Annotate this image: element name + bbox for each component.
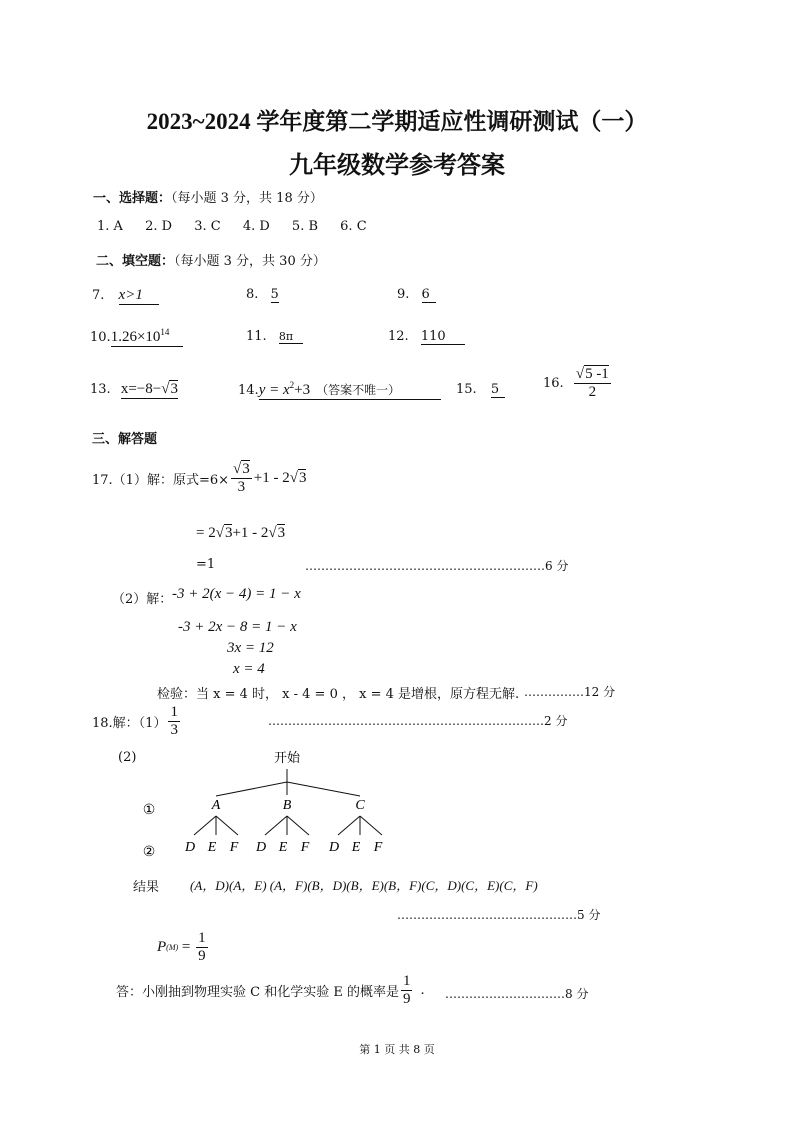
q14-number: 14.: [238, 383, 259, 398]
q8-answer: 5: [270, 287, 279, 302]
tree-row1-mark: ①: [142, 803, 156, 818]
page-footer: 第 1 页 共 8 页: [359, 1043, 435, 1056]
fill-q10: [90, 327, 183, 347]
q18-score3: …………………………8 分: [445, 987, 589, 1001]
q17-frac-num: √3: [233, 461, 250, 477]
prob-num: 1: [198, 930, 206, 946]
section2-heading: [96, 250, 326, 269]
answer-4: 4. D: [242, 219, 270, 234]
q13-answer: x=−8−√3: [120, 381, 178, 397]
q18-label: 18.解：（1）: [92, 716, 167, 731]
q10-number: 10.: [90, 330, 111, 345]
q13-expr: x=−8−: [120, 381, 162, 397]
section1-title: 一、选择题：: [93, 191, 172, 206]
q17-score2: ……………12 分: [524, 685, 616, 699]
q17-frac-num-text: 3: [242, 461, 250, 477]
q17-rest-sqrt: 3: [298, 470, 307, 486]
q16-fraction: [574, 366, 611, 401]
tree-leaf-a-d: D: [184, 840, 196, 855]
q17-line2-sqrt2: 3: [277, 525, 286, 541]
tree-edge-b-f: [287, 816, 309, 835]
tree-node-c: C: [355, 798, 365, 813]
tree-node-b: B: [282, 798, 292, 813]
tree-branch-c: [287, 782, 360, 796]
q16-num-text: 5 -1: [585, 366, 609, 382]
q17-line2a: = 2: [196, 525, 216, 541]
q7-number: 7.: [92, 288, 105, 303]
answer-fraction: [401, 973, 413, 1008]
answer-1: 1. A: [97, 219, 123, 234]
q11-answer: 8π: [279, 330, 303, 344]
q17-check: 检验：当 x = 4 时， x - 4 = 0 ， x = 4 是增根，原方程无解.: [157, 687, 520, 702]
q17-fraction: [231, 461, 252, 496]
section1-note: （每小题 3 分，共 18 分）: [171, 191, 323, 206]
tree-nodes: [184, 798, 383, 855]
q15-answer: 5: [491, 382, 505, 398]
answer-den: 9: [402, 991, 411, 1007]
q10-answer: [111, 327, 183, 347]
q11-number: 11.: [246, 329, 267, 344]
fill-q16: [543, 366, 613, 401]
prob-den: 9: [198, 948, 206, 964]
answer-5: 5. B: [291, 219, 319, 234]
fill-q13: [90, 381, 178, 399]
section1-answers: [97, 219, 367, 234]
q9-answer: 6: [422, 287, 436, 303]
answer-2: 2. D: [145, 219, 173, 234]
tree-node-a: A: [211, 798, 221, 813]
q17-p2-line1: -3 + 2(x − 4) = 1 − x: [172, 586, 301, 602]
section3-heading: 三、解答题: [92, 432, 158, 447]
q17-line2b: +1 - 2: [232, 525, 269, 541]
fill-q7: [92, 287, 159, 305]
q18-score2: ………………………………………5 分: [397, 908, 601, 922]
q14-expr-rest: +3: [294, 382, 311, 398]
q18-p1-fraction: [168, 704, 180, 739]
q12-answer: 110: [421, 329, 465, 345]
answer-end: .: [420, 983, 425, 998]
q14-expr: y = x: [258, 382, 290, 398]
q10-exponent: 14: [160, 327, 170, 337]
tree-edge-c-d: [338, 816, 360, 835]
q18-probability: P(M) = $\frac{1}{9}$: [157, 930, 206, 964]
tree-leaf-b-d: D: [255, 840, 267, 855]
q14-exponent: 2: [289, 380, 295, 390]
q17-rest-text: +1 - 2: [253, 470, 290, 486]
section2-title: 二、填空题：: [96, 254, 175, 269]
q14-note: （答案不唯一）: [316, 383, 401, 397]
q17-frac-den: 3: [237, 479, 246, 495]
q14-answer: [259, 380, 441, 400]
q17-part1-line2: = 2√3+1 - 2√3: [196, 525, 286, 541]
tree-edge-a-f: [216, 816, 238, 835]
tree-edge-c-f: [360, 816, 382, 835]
answer-6: 6. C: [340, 219, 367, 234]
prob-sub: (M): [166, 943, 179, 952]
q8-number: 8.: [246, 287, 259, 302]
answer-num: 1: [402, 973, 411, 989]
q13-radicand: 3: [170, 381, 178, 397]
tree-leaf-b-e: E: [278, 840, 288, 855]
tree-row2-mark: ②: [142, 845, 156, 860]
q7-answer: x>1: [119, 287, 159, 305]
q17-line2-sqrt1: 3: [224, 525, 233, 541]
tree-leaf-a-f: F: [229, 840, 239, 855]
q17-p2-line2: -3 + 2x − 8 = 1 − x: [178, 619, 297, 635]
section1-heading: [93, 187, 323, 206]
q17-score1: ……………………………………………………6 分: [305, 559, 569, 573]
answer-3: 3. C: [194, 219, 221, 234]
q18-score1: ……………………………………………………………2 分: [268, 714, 568, 728]
q17-p2-line4: x = 4: [233, 661, 265, 677]
q12-number: 12.: [388, 329, 409, 344]
fill-q14: [238, 380, 441, 400]
q17-rest: +1 - 2√3: [253, 470, 307, 486]
q17-p2-line3: 3x = 12: [227, 640, 274, 656]
tree-leaf-a-e: E: [207, 840, 217, 855]
q18-result-label: 结果: [133, 880, 160, 895]
q17-line3: =1: [196, 557, 216, 572]
q10-mantissa: 1.26×10: [110, 329, 161, 345]
tree-leaf-c-d: D: [328, 840, 340, 855]
q17-part2-label: （2）解：: [112, 592, 173, 607]
fill-q8: [246, 287, 279, 303]
q13-number: 13.: [90, 382, 111, 397]
tree-leaf-c-f: F: [373, 840, 383, 855]
q15-number: 15.: [456, 382, 477, 397]
q18-part2-label: (2): [118, 750, 137, 765]
q16-denominator: 2: [588, 384, 597, 400]
answer-text: 答：小刚抽到物理实验 C 和化学实验 E 的概率是: [116, 985, 399, 1000]
fill-q11: [246, 329, 303, 344]
tree-root: 开始: [273, 750, 301, 765]
q9-number: 9.: [397, 287, 410, 302]
page-title: 2023~2024 学年度第二学期适应性调研测试（一）: [146, 109, 648, 134]
tree-edge-a-d: [194, 816, 216, 835]
fill-q9: [397, 287, 436, 303]
q18-p1-den: 3: [170, 722, 178, 738]
tree-leaf-c-e: E: [351, 840, 361, 855]
tree-leaf-b-f: F: [300, 840, 310, 855]
fill-q15: [456, 382, 505, 398]
probability-tree: [130, 745, 430, 860]
q16-numerator: √5 -1: [575, 366, 609, 382]
prob-fraction: [196, 930, 208, 965]
section2-note: （每小题 3 分，共 30 分）: [174, 254, 326, 269]
prob-label: P: [157, 939, 167, 955]
q18-answer: [116, 973, 425, 1008]
page-subtitle: 九年级数学参考答案: [289, 153, 505, 179]
tree-branch-a: [216, 782, 287, 796]
q17-part1-line1: [92, 461, 306, 496]
fill-q12: [388, 329, 465, 345]
tree-edge-b-d: [265, 816, 287, 835]
q18-part1: [92, 704, 182, 739]
q18-p1-num: 1: [170, 704, 178, 720]
q16-number: 16.: [543, 376, 564, 391]
q17-label: 17.（1）解：原式=6×: [92, 473, 230, 488]
q18-results: (A，D)(A，E) (A，F)(B，D)(B，E)(B，F)(C，D)(C，E)(C，F): [190, 878, 538, 893]
